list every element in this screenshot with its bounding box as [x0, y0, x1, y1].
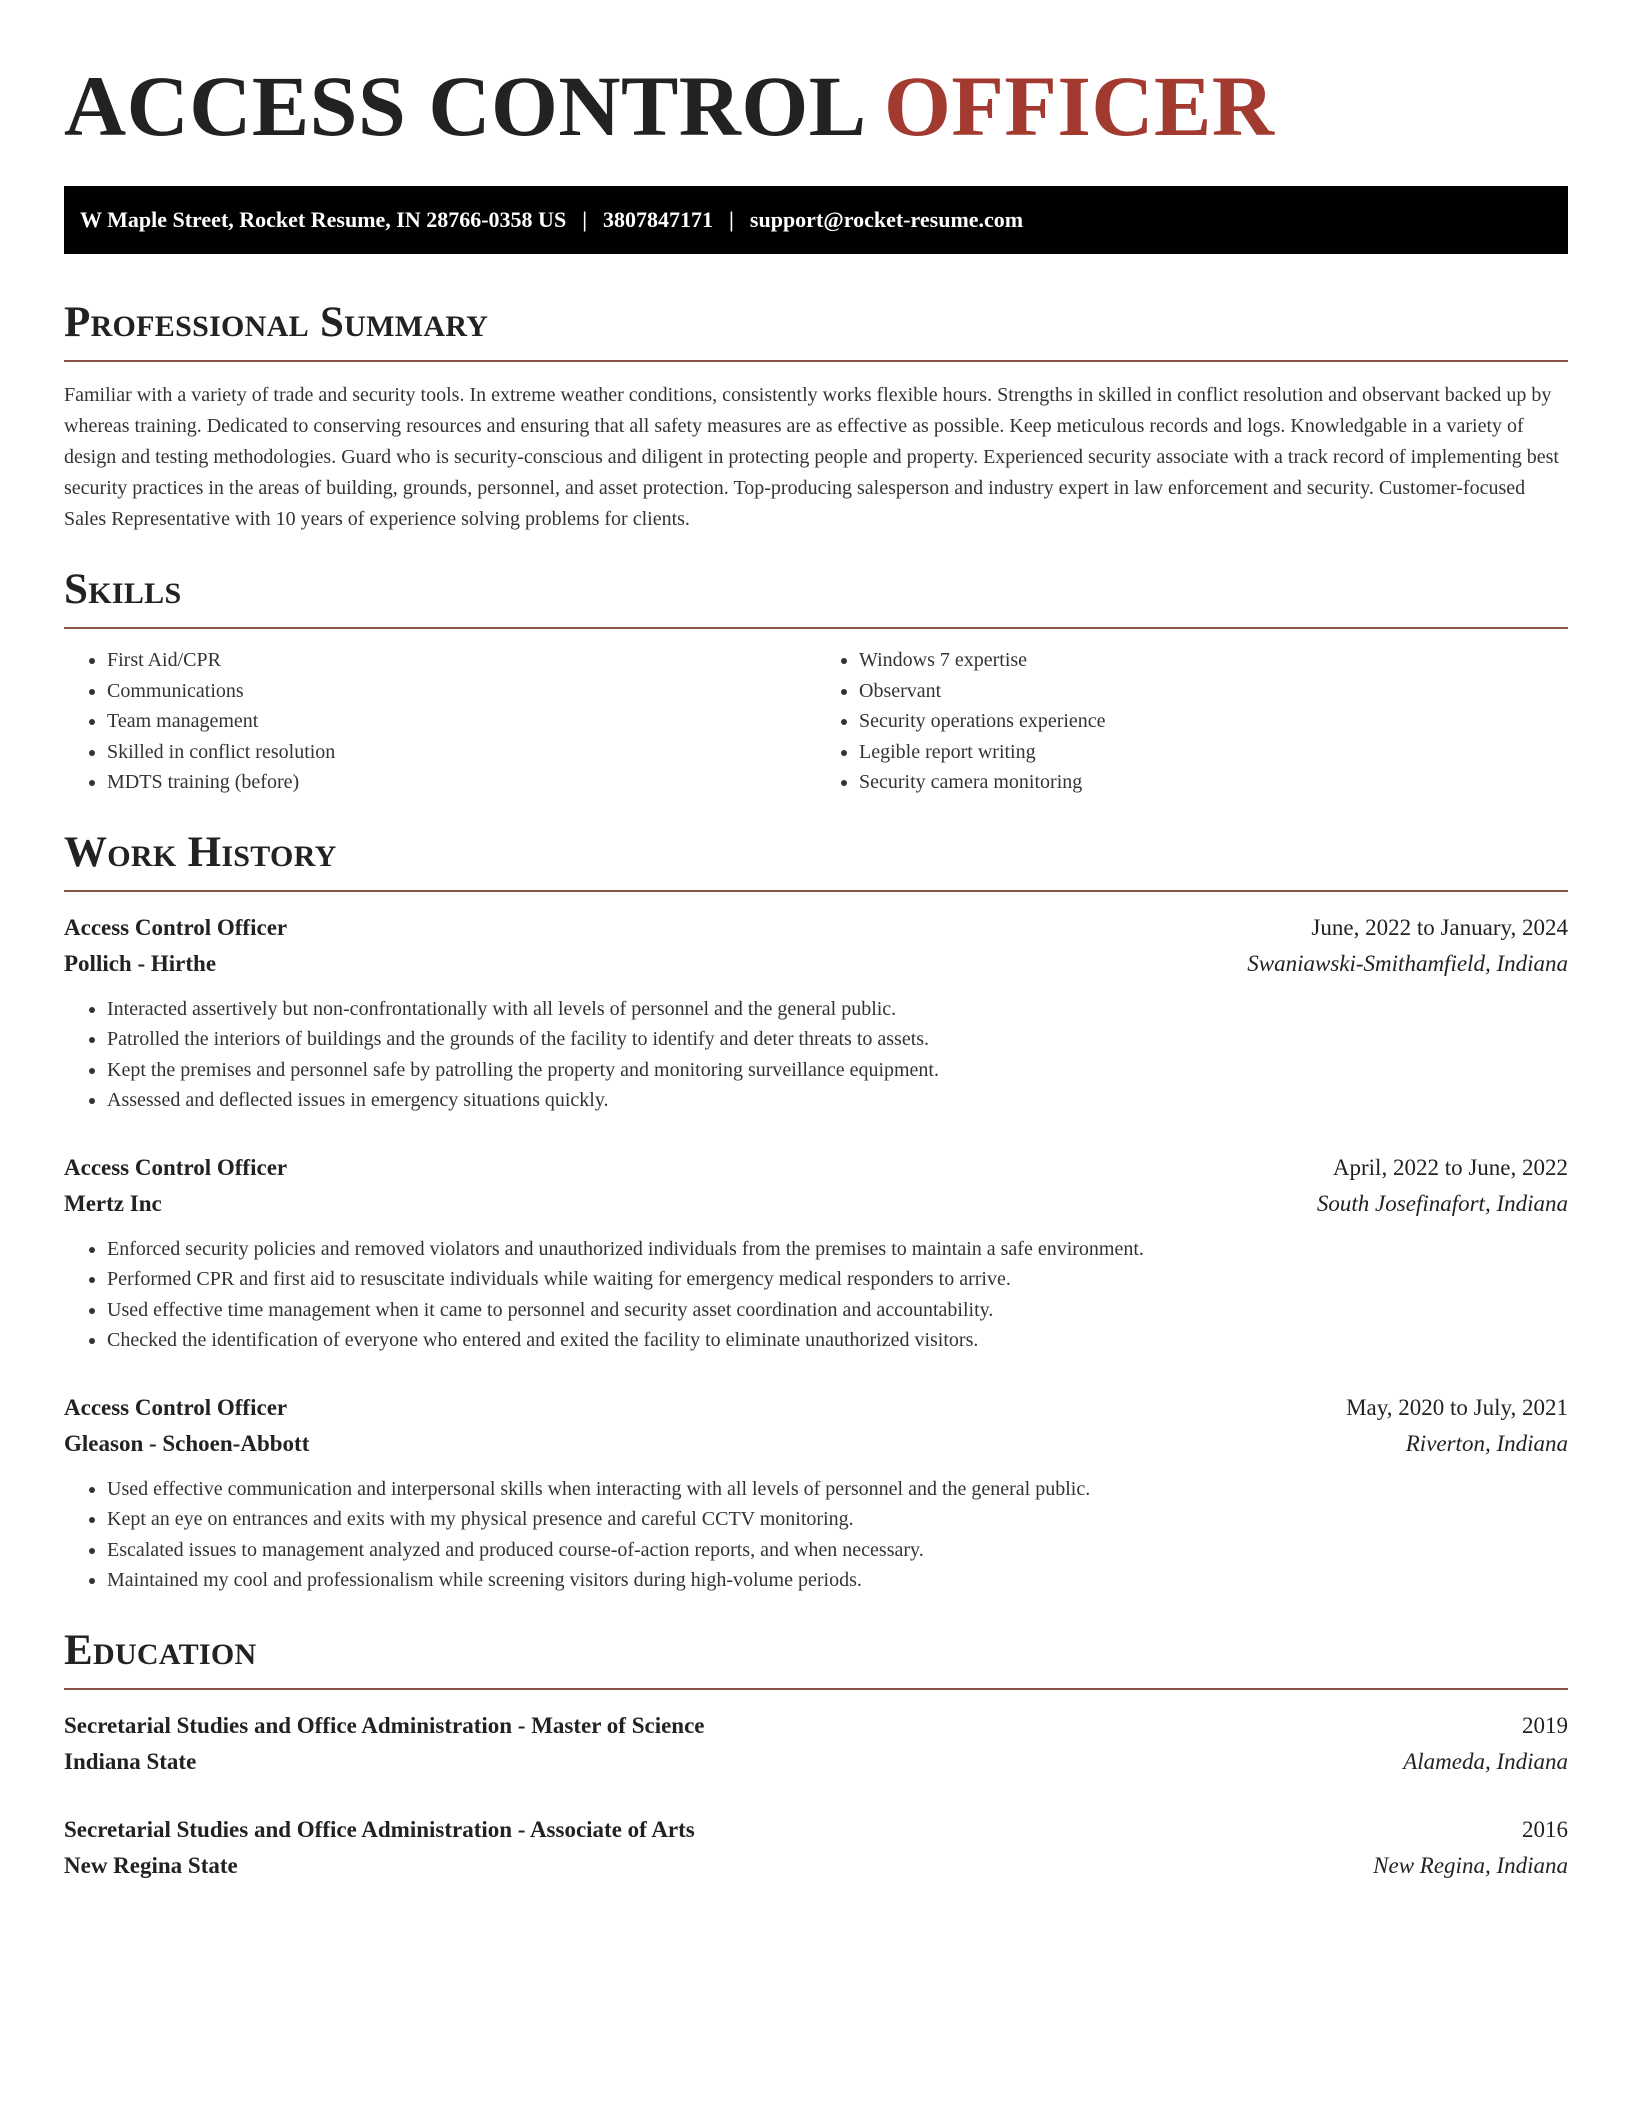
section-divider — [64, 890, 1568, 892]
job-bullet: • Maintained my cool and professionalism while screening visitors during high-volume periods. — [107, 1565, 1568, 1596]
section-title-work-history: Work History — [64, 828, 337, 876]
job-location: Swaniawski-Smithamfield, Indiana — [1247, 950, 1568, 976]
job-bullet: • Used effective communication and interpersonal skills when interacting with all levels of personnel and the general public. — [107, 1474, 1568, 1505]
job-bullet: • Used effective time management when it came to personnel and security asset coordination and accountability. — [107, 1295, 1568, 1326]
job-position: Access Control Officer — [64, 914, 288, 940]
education-school: Indiana State — [64, 1748, 197, 1774]
job-bullet: • Interacted assertively but non-confrontationally with all levels of personnel and the general public. — [107, 994, 1568, 1025]
section-title-education: Education — [64, 1626, 257, 1674]
education-year: 2016 — [1522, 1816, 1568, 1842]
skill-item: • Windows 7 expertise — [859, 645, 1568, 676]
education-year: 2019 — [1522, 1712, 1568, 1738]
job-dates: June, 2022 to January, 2024 — [1311, 914, 1568, 940]
section-divider — [64, 1688, 1568, 1690]
job-bullet: • Checked the identification of everyone who entered and exited the facility to eliminate unauthorized visitors. — [107, 1325, 1568, 1356]
education-degree: Secretarial Studies and Office Administration - Master of Science — [64, 1712, 705, 1738]
section-title-skills: Skills — [64, 566, 182, 613]
job-bullet: • Escalated issues to management analyzed and produced course-of-action reports, and when necessary. — [107, 1535, 1568, 1566]
skill-item: • Security camera monitoring — [859, 767, 1568, 798]
skill-item: • Security operations experience — [859, 706, 1568, 737]
summary-section — [64, 298, 1568, 535]
title-last: OFFICER — [883, 58, 1275, 154]
job-position: Access Control Officer — [64, 1394, 288, 1420]
skill-item: • Legible report writing — [859, 737, 1568, 768]
skill-item: • MDTS training (before) — [107, 767, 816, 798]
education-location: Alameda, Indiana — [1403, 1748, 1568, 1774]
skill-item: • Skilled in conflict resolution — [107, 737, 816, 768]
resume-title — [64, 56, 1568, 156]
job-location: South Josefinafort, Indiana — [1316, 1190, 1568, 1216]
section-divider — [64, 627, 1568, 629]
title-first: ACCESS CONTROL — [64, 58, 862, 154]
job-company: Mertz Inc — [64, 1190, 162, 1216]
job-company: Pollich - Hirthe — [64, 950, 217, 976]
section-divider — [64, 360, 1568, 362]
skills-list-left — [64, 645, 816, 798]
contact-separator: | — [729, 207, 734, 232]
job-bullets — [64, 1234, 1568, 1356]
skill-item: • Communications — [107, 676, 816, 707]
job-bullet: • Kept the premises and personnel safe by patrolling the property and monitoring surveillance equipment. — [107, 1055, 1568, 1086]
job-location: Riverton, Indiana — [1405, 1430, 1568, 1456]
job-entry — [64, 1390, 1568, 1596]
summary-text: Familiar with a variety of trade and security tools. In extreme weather conditions, consistently works flexible hours. Strengths in skilled in conflict resolution and observant backed up by whereas training. Dedicated to conserving resources and ensuring that all safety measures are as effective as possible. Keep meticulous records and logs. Knowledgable in a variety of design and testing methodologies. Guard who is security-conscious and diligent in protecting people and property. Experienced security associate with a track record of implementing best security practices in the areas of building, grounds, personnel, and asset protection. Top-producing salesperson and industry expert in law enforcement and security. Customer-focused Sales Representative with 10 years of experience solving problems for clients. — [64, 384, 1559, 530]
skill-item: • Observant — [859, 676, 1568, 707]
work-history-section — [64, 828, 1568, 1596]
job-company: Gleason - Schoen-Abbott — [64, 1430, 310, 1456]
skill-item: • First Aid/CPR — [107, 645, 816, 676]
job-bullets — [64, 1474, 1568, 1596]
education-entry — [64, 1708, 1568, 1780]
job-position: Access Control Officer — [64, 1154, 288, 1180]
skills-columns — [64, 645, 1568, 798]
skills-list-right — [816, 645, 1568, 798]
skills-section — [64, 565, 1568, 798]
contact-phone: 3807847171 — [603, 207, 714, 232]
job-entry — [64, 910, 1568, 1116]
contact-address: W Maple Street, Rocket Resume, IN 28766-0358 US — [80, 207, 567, 232]
contact-email: support@rocket-resume.com — [749, 207, 1024, 232]
education-location: New Regina, Indiana — [1373, 1852, 1568, 1878]
education-entry — [64, 1812, 1568, 1884]
education-degree: Secretarial Studies and Office Administration - Associate of Arts — [64, 1816, 695, 1842]
job-bullet: • Assessed and deflected issues in emergency situations quickly. — [107, 1085, 1568, 1116]
job-bullet: • Patrolled the interiors of buildings and the grounds of the facility to identify and deter threats to assets. — [107, 1024, 1568, 1055]
section-title-summary: Professional Summary — [64, 299, 489, 346]
job-dates: April, 2022 to June, 2022 — [1332, 1154, 1568, 1180]
job-entry — [64, 1150, 1568, 1356]
contact-bar — [64, 186, 1568, 254]
job-bullet: • Kept an eye on entrances and exits with my physical presence and careful CCTV monitoring. — [107, 1504, 1568, 1535]
education-section — [64, 1626, 1568, 1884]
job-bullet: • Enforced security policies and removed violators and unauthorized individuals from the premises to maintain a safe environment. — [107, 1234, 1568, 1265]
education-school: New Regina State — [64, 1852, 238, 1878]
job-dates: May, 2020 to July, 2021 — [1346, 1394, 1568, 1420]
skill-item: • Team management — [107, 706, 816, 737]
job-bullets — [64, 994, 1568, 1116]
contact-separator: | — [582, 207, 588, 232]
job-bullet: • Performed CPR and first aid to resuscitate individuals while waiting for emergency medical responders to arrive. — [107, 1264, 1568, 1295]
